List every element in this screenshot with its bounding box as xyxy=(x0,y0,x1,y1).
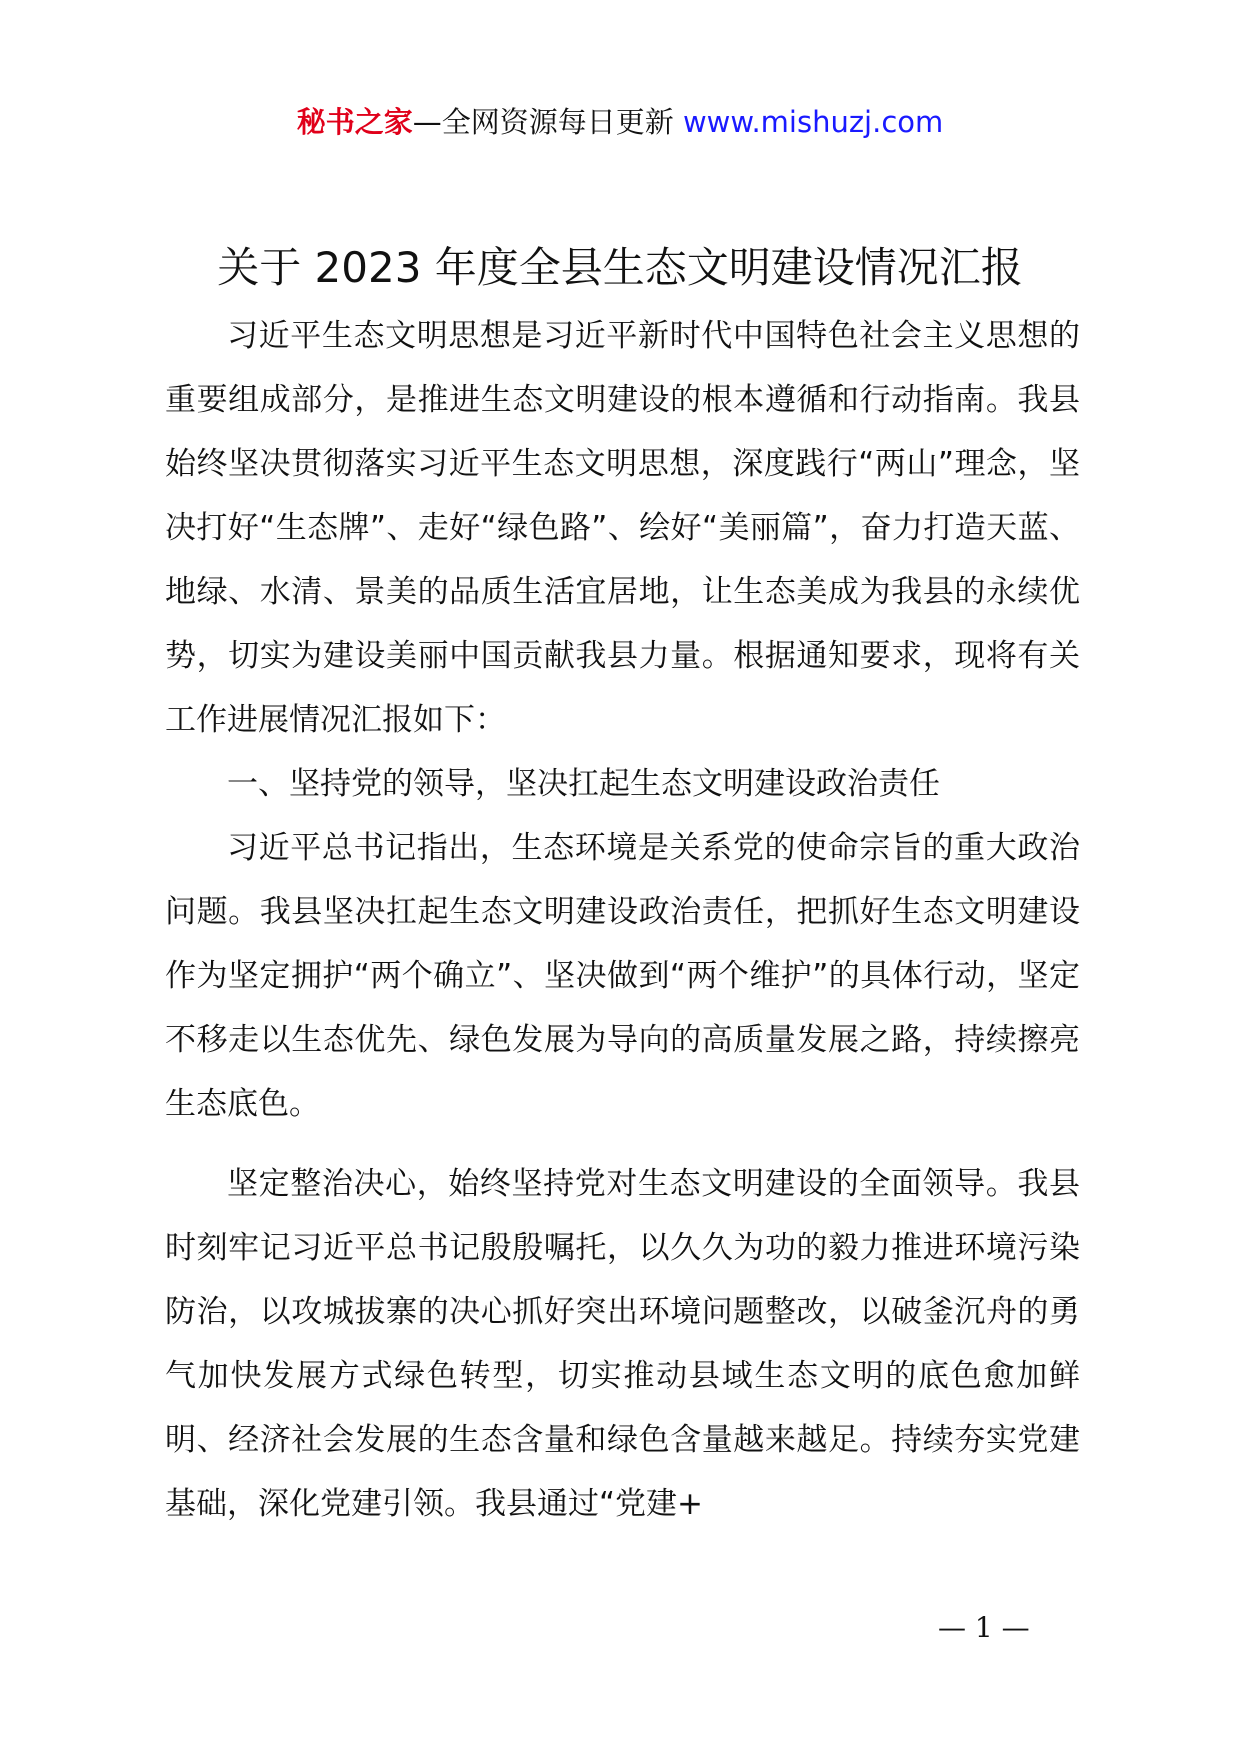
brand-name: 秘书之家 xyxy=(296,105,413,139)
body-paragraph: 坚定整治决心，始终坚持党对生态文明建设的全面领导。我县时刻牢记习近平总书记殷殷嘱托，以久久为功的毅力推进环境污染防治，以攻城拔寨的决心抓好突出环境问题整改，以破釜沉舟的勇气加快发展方式绿色转型，切实推动县域生态文明的底色愈加鲜明、经济社会发展的生态含量和绿色含量越来越足。持续夯实党建基础，深化党建引领。我县通过“党建+ xyxy=(165,1166,1080,1522)
body-paragraph: 习近平总书记指出，生态环境是关系党的使命宗旨的重大政治问题。我县坚决扛起生态文明建设政治责任，把抓好生态文明建设作为坚定拥护“两个确立”、坚决做到“两个维护”的具体行动，坚定不移走以生态优先、绿色发展为导向的高质量发展之路，持续擦亮生态底色。 xyxy=(165,830,1080,1122)
site-header xyxy=(0,102,1240,142)
section-heading: 一、坚持党的领导，坚决扛起生态文明建设政治责任 xyxy=(227,766,940,802)
intro-paragraph: 习近平生态文明思想是习近平新时代中国特色社会主义思想的重要组成部分，是推进生态文明建设的根本遵循和行动指南。我县始终坚决贯彻落实习近平生态文明思想，深度践行“两山”理念，坚决打好“生态牌”、走好“绿色路”、绘好“美丽篇”，奋力打造天蓝、地绿、水清、景美的品质生活宜居地，让生态美成为我县的永续优势，切实为建设美丽中国贡献我县力量。根据通知要求，现将有关工作进展情况汇报如下： xyxy=(165,318,1080,738)
document-body xyxy=(165,304,1080,1536)
header-tagline: —全网资源每日更新 xyxy=(412,105,674,139)
page-number: — 1 — xyxy=(938,1611,1030,1644)
document-title: 关于 2023 年度全县生态文明建设情况汇报 xyxy=(217,243,1023,292)
site-url-link[interactable]: www.mishuzj.com xyxy=(682,105,944,139)
